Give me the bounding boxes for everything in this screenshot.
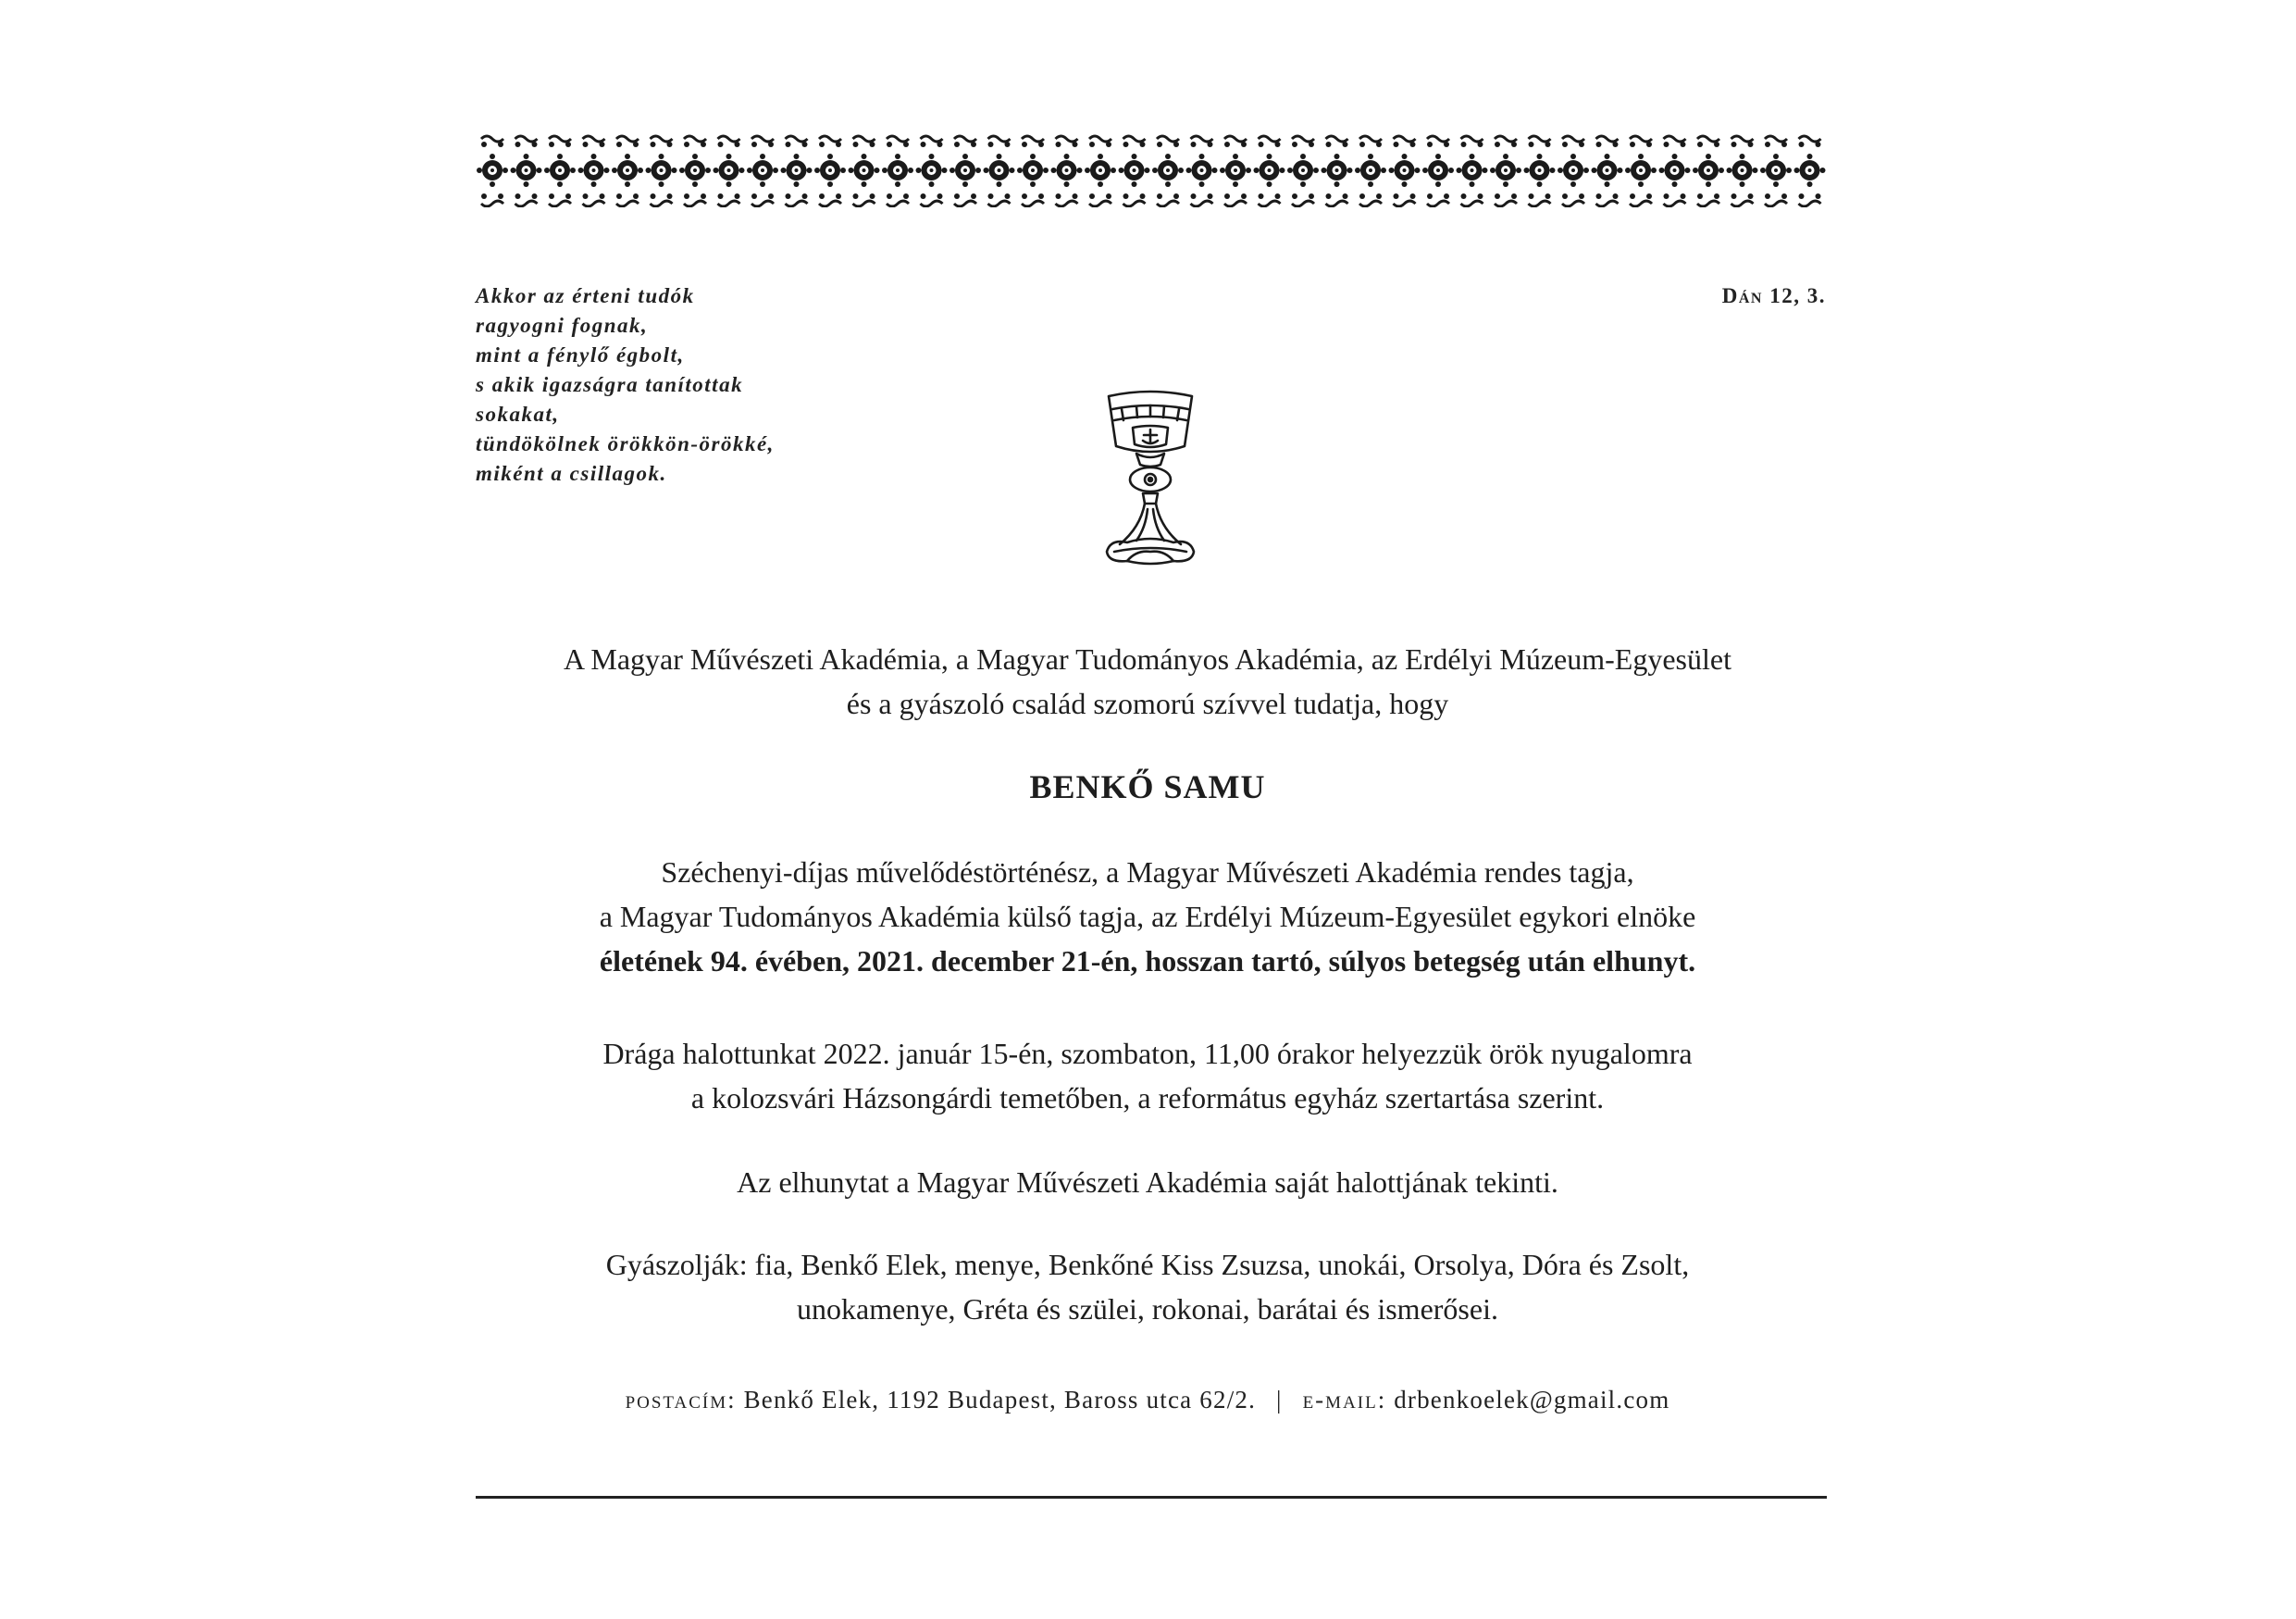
- mourners-line: unokamenye, Gréta és szülei, rokonai, barátai és ismerősei.: [797, 1292, 1498, 1326]
- mourners-list: [407, 1242, 1888, 1331]
- postal-address: Benkő Elek, 1192 Budapest, Baross utca 62/2.: [743, 1386, 1257, 1414]
- ornament-motif: [747, 136, 778, 206]
- email-label: e-mail:: [1302, 1386, 1387, 1414]
- ornament-motif: [814, 136, 846, 206]
- announcement-intro: [407, 637, 1888, 726]
- contact-separator: |: [1276, 1386, 1283, 1414]
- deceased-name: BENKŐ SAMU: [1029, 768, 1266, 805]
- ornament-motif: [1322, 136, 1353, 206]
- bottom-divider: [476, 1496, 1827, 1499]
- ornament-motif: [1693, 136, 1724, 206]
- ornament-motif: [1186, 136, 1218, 206]
- death-notice-line: életének 94. évében, 2021. december 21-én, hosszan tartó, súlyos betegség után elhunyt.: [599, 944, 1696, 978]
- intro-line: és a gyászoló család szomorú szívvel tudatja, hogy: [846, 687, 1449, 720]
- ornament-motif: [511, 136, 542, 206]
- ornament-motif: [882, 136, 913, 206]
- epigraph-line: sokakat,: [476, 403, 560, 426]
- ornament-motif: [1220, 136, 1251, 206]
- ornament-motif: [1794, 136, 1826, 206]
- ornament-motif: [1727, 136, 1758, 206]
- ornament-motif: [714, 136, 745, 206]
- ornament-motif: [1558, 136, 1589, 206]
- ornament-motif: [1659, 136, 1691, 206]
- email-address[interactable]: drbenkoelek@gmail.com: [1394, 1386, 1670, 1414]
- intro-line: A Magyar Művészeti Akadémia, a Magyar Tudományos Akadémia, az Erdélyi Múzeum-Egyesület: [564, 642, 1731, 676]
- ornament-motif: [916, 136, 948, 206]
- ornament-motif: [1389, 136, 1421, 206]
- ornament-motif: [1254, 136, 1285, 206]
- epigraph-line: ragyogni fognak,: [476, 314, 649, 337]
- ornament-motif: [578, 136, 610, 206]
- ornament-motif: [679, 136, 711, 206]
- ornament-motif: [1625, 136, 1657, 206]
- ornament-motif: [1287, 136, 1319, 206]
- ornament-motif: [1592, 136, 1623, 206]
- ornament-motif: [1119, 136, 1150, 206]
- ornament-motif: [544, 136, 576, 206]
- ornament-motif: [781, 136, 813, 206]
- ornament-motif: [1490, 136, 1521, 206]
- academy-note: Az elhunytat a Magyar Művészeti Akadémia saját halottjának tekinti.: [737, 1165, 1558, 1199]
- ornament-motif: [1422, 136, 1454, 206]
- epigraph-line: s akik igazságra tanítottak: [476, 373, 744, 396]
- ornament-motif: [984, 136, 1015, 206]
- epigraph-line: mint a fénylő égbolt,: [476, 343, 685, 367]
- epigraph-line: Akkor az érteni tudók: [476, 284, 695, 307]
- ornament-motif: [1085, 136, 1116, 206]
- ornament-motif: [646, 136, 677, 206]
- chalice-icon: [1099, 389, 1201, 572]
- ornament-motif: [477, 136, 508, 206]
- epigraph-line: miként a csillagok.: [476, 462, 667, 485]
- ornament-motif: [949, 136, 981, 206]
- mourners-line: Gyászolják: fia, Benkő Elek, menye, Benkőné Kiss Zsuzsa, unokái, Orsolya, Dóra és Zsolt,: [605, 1248, 1690, 1281]
- ornament-motif: [1152, 136, 1184, 206]
- epigraph-line: tündökölnek örökkön-örökké,: [476, 432, 775, 455]
- ornament-motif: [1355, 136, 1386, 206]
- ornament-motif: [1457, 136, 1488, 206]
- postal-label: postacím:: [625, 1386, 737, 1414]
- ornament-motif: [1051, 136, 1083, 206]
- epigraph-verse: [476, 281, 775, 489]
- ornament-motif: [612, 136, 643, 206]
- ornament-motif: [1017, 136, 1049, 206]
- deceased-titles: [407, 850, 1888, 983]
- funeral-line: a kolozsvári Házsongárdi temetőben, a református egyház szertartása szerint.: [690, 1081, 1605, 1115]
- folk-ornament-band-icon: [476, 130, 1827, 207]
- titles-line: Széchenyi-díjas művelődéstörténész, a Magyar Művészeti Akadémia rendes tagja,: [661, 855, 1634, 889]
- ornament-motif: [1760, 136, 1792, 206]
- ornament-motif: [1524, 136, 1556, 206]
- funeral-line: Drága halottunkat 2022. január 15-én, szombaton, 11,00 órakor helyezzük örök nyugalomra: [602, 1037, 1693, 1070]
- bible-reference: Dán 12, 3.: [1721, 284, 1826, 307]
- titles-line: a Magyar Tudományos Akadémia külső tagja, az Erdélyi Múzeum-Egyesület egykori elnöke: [599, 900, 1696, 933]
- ornament-motif: [849, 136, 880, 206]
- contact-line: [407, 1381, 1888, 1418]
- funeral-details: [407, 1031, 1888, 1120]
